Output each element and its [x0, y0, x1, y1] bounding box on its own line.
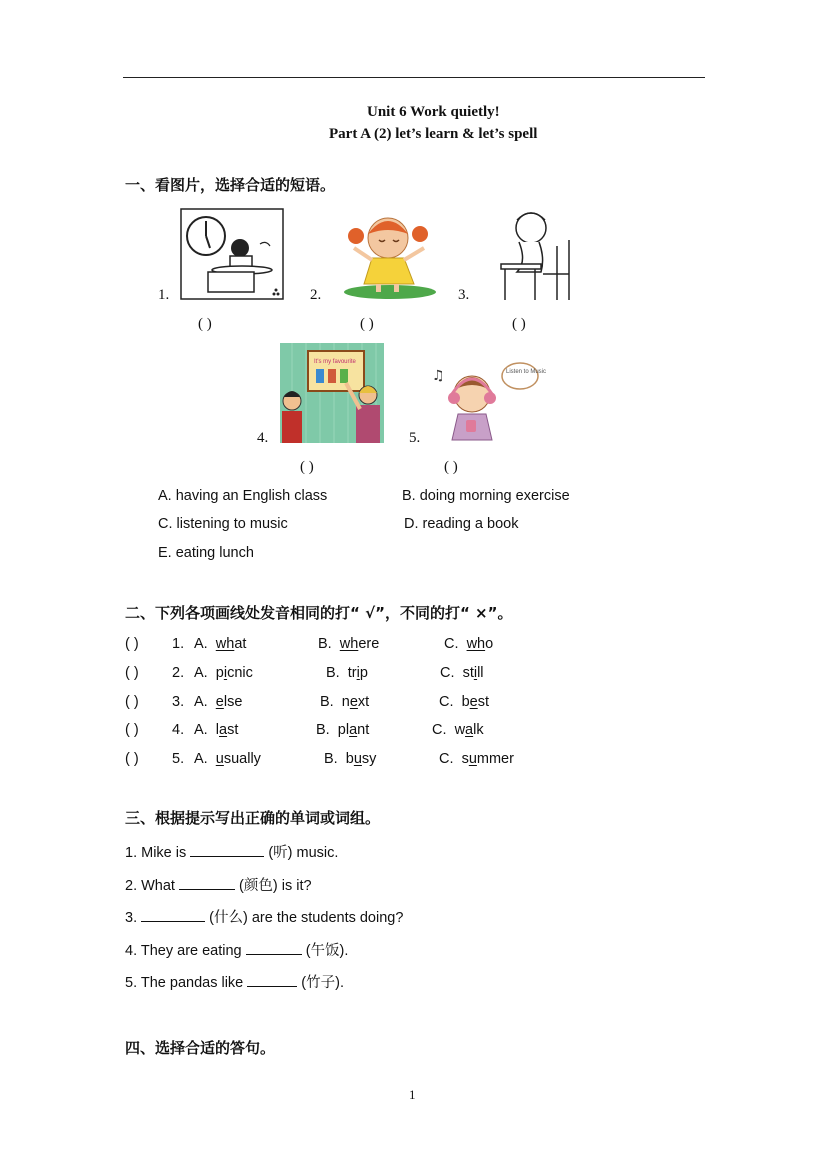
word-label: A.: [194, 751, 208, 767]
phonics-word-b: [320, 694, 369, 710]
word-label: B.: [320, 694, 334, 710]
phonics-word-a: [194, 751, 261, 767]
item1-number: 1.: [158, 287, 170, 303]
phonics-word-a: [194, 722, 238, 738]
item5-answer-paren[interactable]: ( ): [444, 459, 458, 475]
word-underlined-letters: e: [215, 694, 224, 710]
word-suffix: nt: [357, 722, 370, 738]
picture-reading-book: [495, 206, 575, 302]
section1-heading: 一、看图片，选择合适的短语。: [125, 176, 336, 194]
fill-blank-3[interactable]: [141, 907, 205, 922]
fill-line-3-hint: (什么): [209, 910, 248, 926]
fill-line-4-text: 4. They are eating: [125, 943, 242, 959]
phonics-word-b: [324, 751, 376, 767]
word-label: A.: [194, 694, 208, 710]
fill-blank-5[interactable]: [247, 972, 297, 987]
music-note-icon: ♫: [432, 368, 445, 384]
fill-line-5-text: 5. The pandas like: [125, 975, 244, 991]
word-underlined-letters: u: [353, 751, 362, 767]
word-suffix: st: [227, 722, 239, 738]
option-c: C. listening to music: [158, 516, 288, 532]
unit-title: Unit 6 Work quietly!: [367, 104, 500, 120]
word-suffix: lse: [223, 694, 243, 710]
word-suffix: at: [234, 636, 247, 652]
word-underlined-letters: e: [349, 694, 358, 710]
word-prefix: st: [462, 665, 474, 681]
phonics-answer-paren[interactable]: ( ): [125, 751, 139, 767]
phonics-word-c: [440, 665, 484, 681]
phonics-item-number: 2.: [172, 665, 185, 681]
word-prefix: tr: [347, 665, 357, 681]
fill-line-1: [125, 841, 338, 862]
word-label: C.: [444, 636, 459, 652]
fill-blank-1[interactable]: [190, 842, 264, 857]
fill-line-1-text: 1. Mike is: [125, 845, 187, 861]
phonics-word-b: [316, 722, 369, 738]
word-suffix: p: [359, 665, 368, 681]
phonics-word-b: [326, 665, 368, 681]
phonics-answer-paren[interactable]: ( ): [125, 722, 139, 738]
phonics-answer-paren[interactable]: ( ): [125, 694, 139, 710]
word-prefix: p: [215, 665, 224, 681]
item5-number: 5.: [409, 430, 421, 446]
word-underlined-letters: a: [349, 722, 358, 738]
word-label: C.: [440, 665, 455, 681]
picture-morning-exercise: [334, 208, 442, 300]
word-suffix: xt: [357, 694, 370, 710]
item2-number: 2.: [310, 287, 322, 303]
word-prefix: l: [215, 722, 219, 738]
word-underlined-letters: u: [468, 751, 477, 767]
fill-line-3-text: 3.: [125, 910, 138, 926]
word-prefix: n: [341, 694, 350, 710]
fill-line-4: [125, 939, 348, 960]
word-label: C.: [439, 694, 454, 710]
option-a: A. having an English class: [158, 488, 328, 504]
word-suffix: sy: [361, 751, 377, 767]
word-label: C.: [432, 722, 447, 738]
fill-line-1-hint: (听): [268, 845, 293, 861]
option-b: B. doing morning exercise: [402, 488, 570, 504]
phonics-item-number: 3.: [172, 694, 185, 710]
section3-heading: 三、根据提示写出正确的单词或词组。: [125, 809, 381, 827]
item3-number: 3.: [458, 287, 470, 303]
word-underlined-letters: wh: [215, 636, 235, 652]
phonics-item-number: 1.: [172, 636, 185, 652]
word-label: A.: [194, 636, 208, 652]
section4-heading: 四、选择合适的答句。: [125, 1039, 276, 1057]
word-suffix: lk: [473, 722, 484, 738]
option-e: E. eating lunch: [158, 545, 254, 561]
word-underlined-letters: a: [465, 722, 474, 738]
option-d: D. reading a book: [404, 516, 519, 532]
word-prefix: w: [454, 722, 466, 738]
phonics-answer-paren[interactable]: ( ): [125, 636, 139, 652]
phonics-word-c: [439, 694, 489, 710]
item3-answer-paren[interactable]: ( ): [512, 316, 526, 332]
word-underlined-letters: wh: [466, 636, 486, 652]
word-label: B.: [318, 636, 332, 652]
word-underlined-letters: e: [469, 694, 478, 710]
phonics-item-number: 4.: [172, 722, 185, 738]
phonics-word-a: [194, 694, 242, 710]
word-suffix: cnic: [227, 665, 253, 681]
word-underlined-letters: u: [215, 751, 224, 767]
word-suffix: ll: [477, 665, 484, 681]
fill-line-3: [125, 906, 403, 927]
fill-line-2-text: 2. What: [125, 878, 175, 894]
phonics-item-number: 5.: [172, 751, 185, 767]
word-suffix: mmer: [476, 751, 514, 767]
word-prefix: b: [345, 751, 354, 767]
page-number: 1: [409, 1087, 416, 1102]
fill-line-2: [125, 874, 312, 895]
fill-line-5: [125, 971, 344, 992]
phonics-word-c: [439, 751, 514, 767]
word-suffix: o: [485, 636, 494, 652]
fill-line-3-end: are the students doing?: [251, 910, 404, 926]
word-label: B.: [324, 751, 338, 767]
word-underlined-letters: i: [356, 665, 360, 681]
fill-line-5-end: .: [339, 975, 344, 991]
item4-number: 4.: [257, 430, 269, 446]
fill-line-2-end: is it?: [281, 878, 312, 894]
picture-listening-music: [430, 360, 547, 442]
fill-blank-2[interactable]: [179, 875, 235, 890]
fill-line-1-end: music.: [296, 845, 339, 861]
word-underlined-letters: wh: [339, 636, 359, 652]
fill-blank-4[interactable]: [246, 940, 302, 955]
fill-line-5-hint: (竹子): [301, 975, 340, 991]
fill-line-4-end: .: [344, 943, 349, 959]
word-underlined-letters: i: [223, 665, 228, 681]
word-prefix: b: [461, 694, 470, 710]
fill-line-4-hint: (午饭): [305, 943, 345, 959]
phonics-word-b: [318, 636, 379, 652]
word-suffix: ere: [358, 636, 380, 652]
header-rule: [123, 77, 705, 78]
phonics-answer-paren[interactable]: ( ): [125, 665, 139, 681]
phonics-word-a: [194, 665, 253, 681]
word-label: A.: [194, 665, 208, 681]
sticker-text: Listen to Music: [506, 369, 547, 375]
word-underlined-letters: i: [473, 665, 478, 681]
poster-text: It's my favourite: [314, 359, 356, 365]
picture-english-class: [280, 343, 384, 443]
phonics-word-a: [194, 636, 246, 652]
word-suffix: sually: [223, 751, 261, 767]
word-label: B.: [316, 722, 330, 738]
word-label: C.: [439, 751, 454, 767]
lesson-subtitle: Part A (2) let’s learn & let’s spell: [329, 126, 538, 142]
item4-answer-paren[interactable]: ( ): [300, 459, 314, 475]
picture-eating-lunch: [180, 208, 284, 300]
word-label: A.: [194, 722, 208, 738]
phonics-word-c: [444, 636, 493, 652]
phonics-word-c: [432, 722, 484, 738]
word-label: B.: [326, 665, 340, 681]
word-prefix: pl: [337, 722, 350, 738]
item1-answer-paren[interactable]: ( ): [198, 316, 212, 332]
word-underlined-letters: a: [219, 722, 228, 738]
item2-answer-paren[interactable]: ( ): [360, 316, 374, 332]
word-suffix: st: [477, 694, 489, 710]
section2-heading: 二、下列各项画线处发音相同的打“ √”，不同的打“ ×”。: [125, 604, 513, 622]
fill-line-2-hint: (颜色): [239, 878, 278, 894]
word-prefix: s: [461, 751, 469, 767]
